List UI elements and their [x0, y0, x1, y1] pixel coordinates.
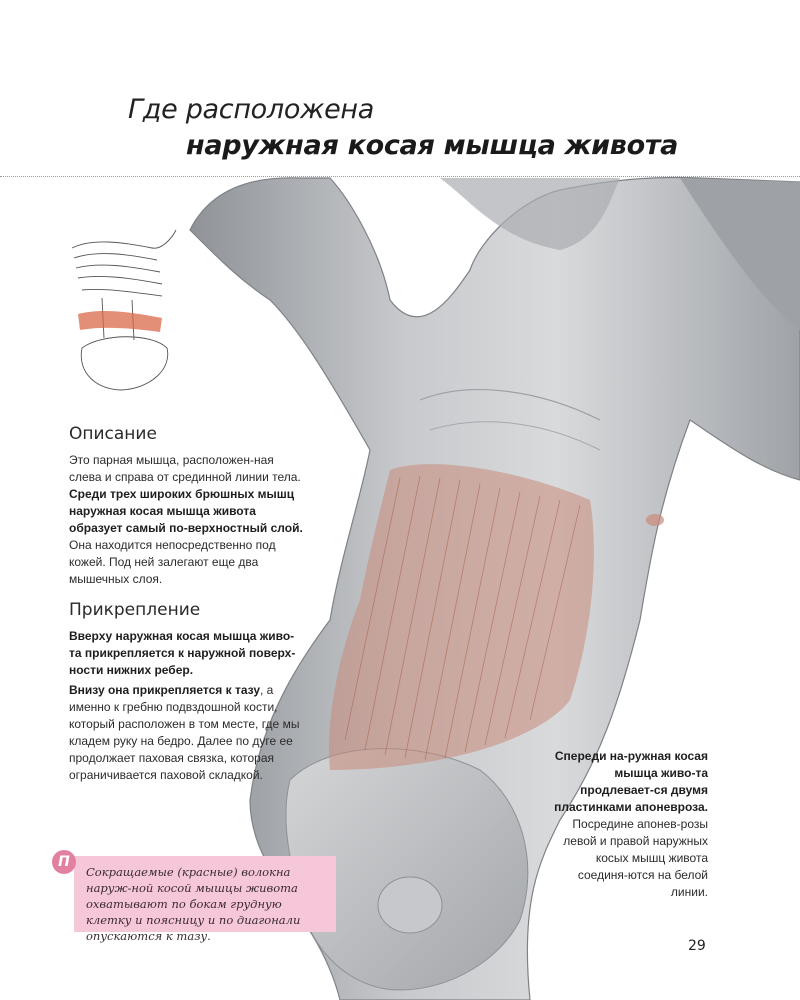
attachment-text-2: , а именно к гребню подвздошной кости, который расположен в том месте, где мы кладем руку на бедро. Далее по дуге ее продолжает паховая связка, которая ограничивается паховой складкой. [69, 683, 300, 782]
description-paragraph [69, 452, 305, 588]
attachment-heading: Прикрепление [69, 600, 201, 620]
description-heading: Описание [69, 424, 157, 444]
side-note [548, 748, 708, 901]
attachment-bold-2: Внизу она прикрепляется к тазу [69, 683, 261, 697]
description-text-2: Она находится непосредственно под кожей. Под ней залегают еще два мышечных слоя. [69, 538, 276, 586]
side-note-text: Посредине апонев-розы левой и правой наружных косых мышц живота соединя-ются на белой линии. [563, 817, 708, 899]
side-note-bold: Спереди на-ружная косая мышца живо-та продлевает-ся двумя пластинками апоневроза. [554, 749, 708, 814]
attachment-paragraph-1 [69, 628, 305, 679]
description-text-1: Это парная мышца, расположен-ная слева и справа от срединной линии тела. [69, 453, 301, 484]
attachment-paragraph-2 [69, 682, 305, 784]
skeleton-inset [62, 228, 182, 398]
attachment-bold-1: Вверху наружная косая мышца живо-та прикрепляется к наружной поверх-ности нижних ребер. [69, 629, 296, 677]
description-bold: Среди трех широких брюшных мышц наружная косая мышца живота образует самый по-верхностный слой. [69, 487, 303, 535]
page-number: 29 [688, 938, 706, 954]
callout-text: Сокращаемые (красные) волокна наруж-ной косой мышцы живота охватывают по бокам грудную клетку и поясницу и по диагонали опускаются к тазу. [86, 865, 301, 943]
callout-badge: П [52, 850, 76, 874]
skeleton-muscle-highlight [78, 311, 162, 332]
title-line-2: наружная косая мышца живота [186, 130, 679, 161]
title-line-1: Где расположена [128, 94, 375, 125]
dotted-divider [0, 176, 800, 177]
